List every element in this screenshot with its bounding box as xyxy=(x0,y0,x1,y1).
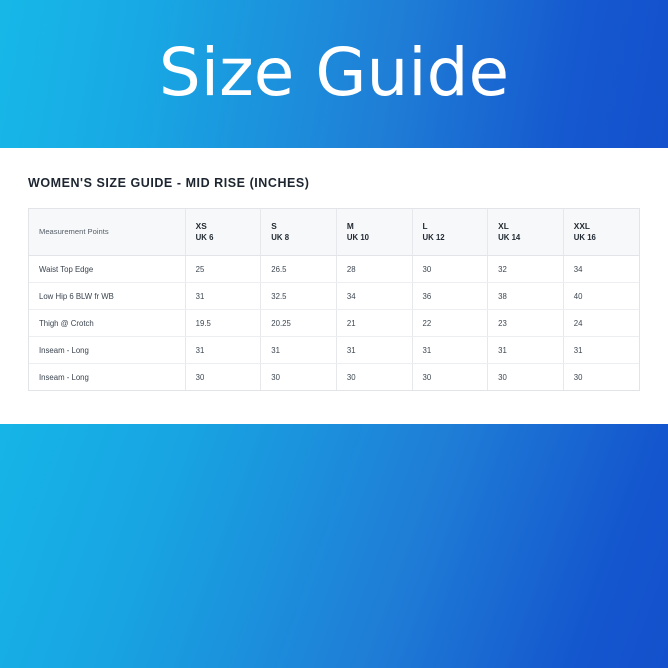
row-value: 30 xyxy=(185,364,261,391)
table-body xyxy=(29,256,639,391)
row-value: 30 xyxy=(573,372,583,382)
row-label: Thigh @ Crotch xyxy=(29,310,185,337)
row-value: 24 xyxy=(563,310,639,337)
bottom-gradient-banner xyxy=(0,424,668,668)
row-value: 31 xyxy=(185,283,261,310)
row-value: 30 xyxy=(412,364,488,391)
uk-size-label-xl: UK 14 xyxy=(498,233,521,243)
row-value: 30 xyxy=(488,364,564,391)
row-value: 25 xyxy=(185,256,261,283)
row-label: Waist Top Edge xyxy=(29,256,185,283)
size-chart-table-wrapper xyxy=(28,208,640,391)
table-row xyxy=(29,364,639,391)
table-head xyxy=(29,209,639,256)
row-value: 34 xyxy=(563,256,639,283)
row-value: 31 xyxy=(488,337,564,364)
row-value: 19.5 xyxy=(185,310,261,337)
size-label-m: M xyxy=(346,220,354,231)
row-label: Inseam - Long xyxy=(29,364,185,391)
row-value: 23 xyxy=(488,310,564,337)
row-value: 30 xyxy=(261,364,337,391)
row-value: 21 xyxy=(336,310,412,337)
row-value: 40 xyxy=(563,283,639,310)
column-header-m xyxy=(336,209,412,256)
row-value: 30 xyxy=(336,364,412,391)
size-label-xl: XL xyxy=(498,220,509,231)
row-value: 31 xyxy=(261,337,337,364)
table-row xyxy=(29,337,639,364)
row-value: 20.25 xyxy=(261,310,337,337)
row-value: 22 xyxy=(412,310,488,337)
page-title: Size Guide xyxy=(158,34,510,111)
row-value: 30 xyxy=(412,256,488,283)
row-value: 38 xyxy=(488,283,564,310)
row-label: Low Hip 6 BLW fr WB xyxy=(29,283,185,310)
size-label-s: S xyxy=(271,220,277,231)
row-value: 36 xyxy=(412,283,488,310)
size-label-l: L xyxy=(422,220,428,231)
row-value: 31 xyxy=(563,337,639,364)
table-header-row xyxy=(29,209,639,256)
row-value: 34 xyxy=(336,283,412,310)
column-header-s xyxy=(261,209,337,256)
section-heading: WOMEN'S SIZE GUIDE - MID RISE (INCHES) xyxy=(28,176,310,190)
row-value: 26.5 xyxy=(261,256,337,283)
uk-size-label-xs: UK 6 xyxy=(195,233,214,243)
column-header-xs xyxy=(185,209,261,256)
size-label-xs: XS xyxy=(195,220,207,231)
uk-size-label-xxl: UK 16 xyxy=(573,233,596,243)
table-row xyxy=(29,283,639,310)
uk-size-label-l: UK 12 xyxy=(422,233,445,243)
column-header-measurement-points: Measurement Points xyxy=(29,209,185,256)
row-value: 28 xyxy=(336,256,412,283)
content-area xyxy=(0,148,668,391)
row-value: 31 xyxy=(185,337,261,364)
uk-size-label-m: UK 10 xyxy=(346,233,370,243)
uk-size-label-s: UK 8 xyxy=(271,233,290,243)
size-label-xxl: XXL xyxy=(573,220,590,231)
row-value: 31 xyxy=(336,337,412,364)
table-row xyxy=(29,256,639,283)
row-value: 32 xyxy=(488,256,564,283)
row-label: Inseam - Long xyxy=(29,337,185,364)
table-row xyxy=(29,310,639,337)
row-value: 31 xyxy=(412,337,488,364)
row-value: 32.5 xyxy=(261,283,337,310)
column-header-xxl xyxy=(563,209,639,256)
size-chart-table xyxy=(29,209,639,390)
column-header-xl xyxy=(488,209,564,256)
column-header-l xyxy=(412,209,488,256)
